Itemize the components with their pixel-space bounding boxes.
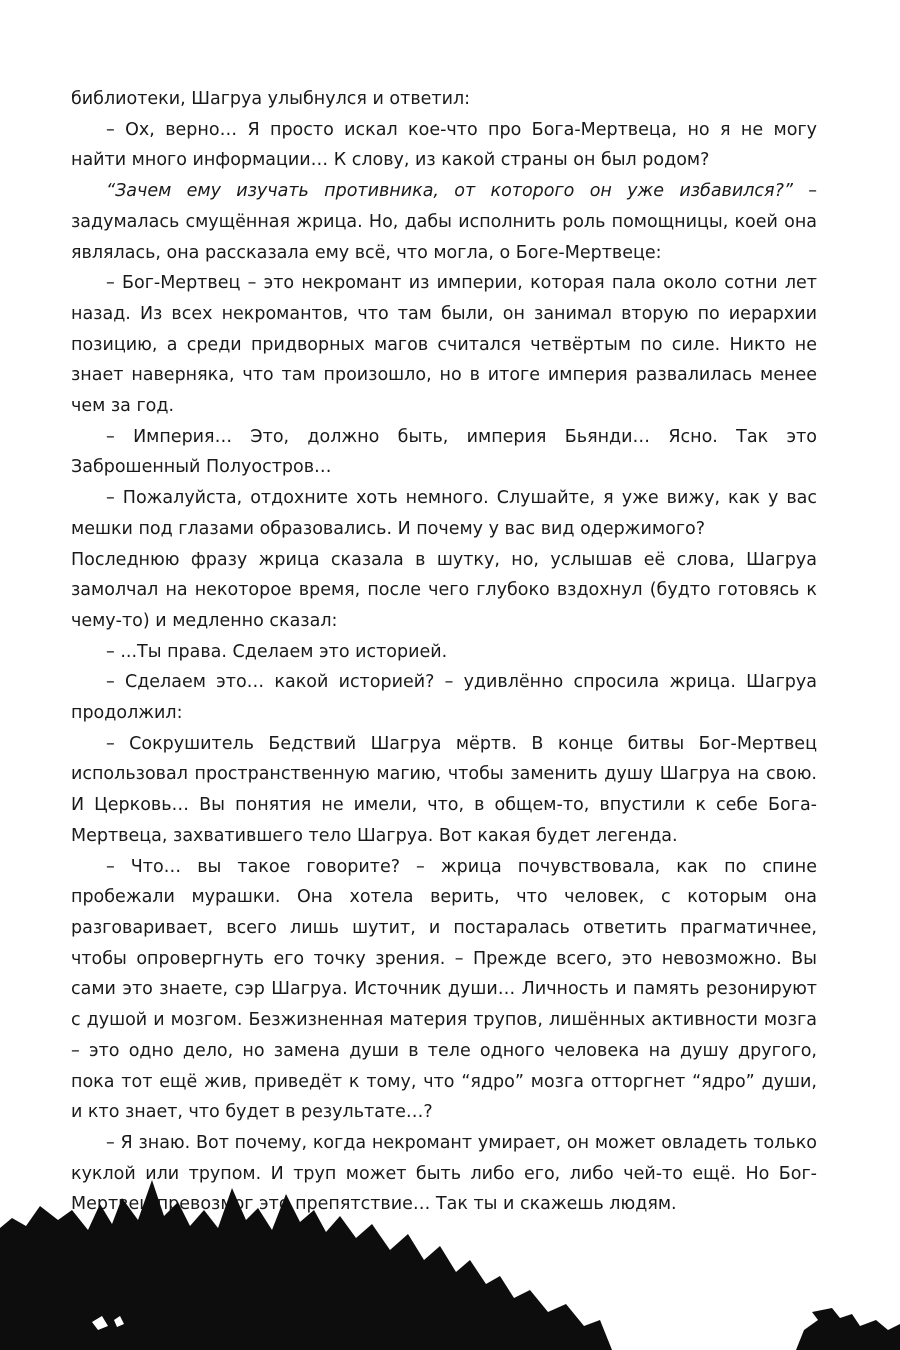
- paragraph-3-text: – задумалась смущённая жрица. Но, дабы исполнить роль помощницы, коей она являлась, она рассказала ему всё, что могла, о Боге-Мертвеце:: [71, 181, 817, 263]
- paragraph-4: – Бог-Мертвец – это некромант из империи, которая пала около сотни лет назад. Из всех некромантов, что там были, он занимал вторую по иерархии позицию, а среди придворных магов считался четвёртым по силе. Никто не знает наверняка, что там произошло, но в итоге империя развалилась менее чем за год.: [71, 273, 817, 417]
- paragraph-2: – Ох, верно… Я просто искал кое-что про Бога-Мертвеца, но я не могу найти много информации… К слову, из какой страны он был родом?: [71, 119, 817, 171]
- paragraph-12: – Я знаю. Вот почему, когда некромант умирает, он может овладеть только куклой или трупом. И труп может быть либо его, либо чей-то ещё. Но Бог-Мертвец превозмог это препятствие… Так ты и скажешь людям.: [71, 1132, 817, 1215]
- rubble-mass-left: [0, 1180, 612, 1350]
- paragraph-5: – Империя… Это, должно быть, империя Бьянди… Ясно. Так это Заброшенный Полуостров…: [71, 426, 817, 478]
- paragraph-1: библиотеки, Шагруа улыбнулся и ответил:: [71, 89, 471, 109]
- paragraph-3: [71, 176, 817, 268]
- paragraph-7: Последнюю фразу жрица сказала в шутку, но, услышав её слова, Шагруа замолчал на некоторое время, после чего глубоко вздохнул (будто готовясь к чему-то) и медленно сказал:: [71, 549, 817, 631]
- paragraph-10: – Сокрушитель Бедствий Шагруа мёртв. В конце битвы Бог-Мертвец использовал пространственную магию, чтобы заменить душу Шагруа на свою. И Церковь… Вы понятия не имели, что, в общем-то, впустили к себе Бога-Мертвеца, захватившего тело Шагруа. Вот какая будет легенда.: [71, 733, 817, 846]
- page-body: [71, 84, 817, 1220]
- paragraph-8: – ...Ты права. Сделаем это историей.: [106, 641, 448, 662]
- paragraph-11: – Что… вы такое говорите? – жрица почувствовала, как по спине пробежали мурашки. Она хотела верить, что человек, с которым она разговаривает, всего лишь шутит, и постаралась ответить прагматичнее, чтобы опровергнуть его точку зрения. – Прежде всего, это невозможно. Вы сами это знаете, сэр Шагруа. Источник души… Личность и память резонируют с душой и мозгом. Безжизненная материя трупов, лишённых активности мозга – это одно дело, но замена души в теле одного человека на душу другого, пока тот ещё жив, приведёт к тому, что “ядро” мозга отторгнет “ядро” души, и кто знает, что будет в результате…?: [71, 856, 817, 1123]
- rubble-silhouette-decoration: [0, 1180, 900, 1350]
- paragraph-6: – Пожалуйста, отдохните хоть немного. Слушайте, я уже вижу, как у вас мешки под глазами образовались. И почему у вас вид одержимого?: [71, 488, 817, 539]
- paragraph-3-thought: “Зачем ему изучать противника, от которого он уже избавился?”: [106, 181, 793, 202]
- paragraph-9: – Сделаем это… какой историей? – удивлённо спросила жрица. Шагруа продолжил:: [71, 672, 817, 724]
- rubble-mass-right: [796, 1308, 900, 1350]
